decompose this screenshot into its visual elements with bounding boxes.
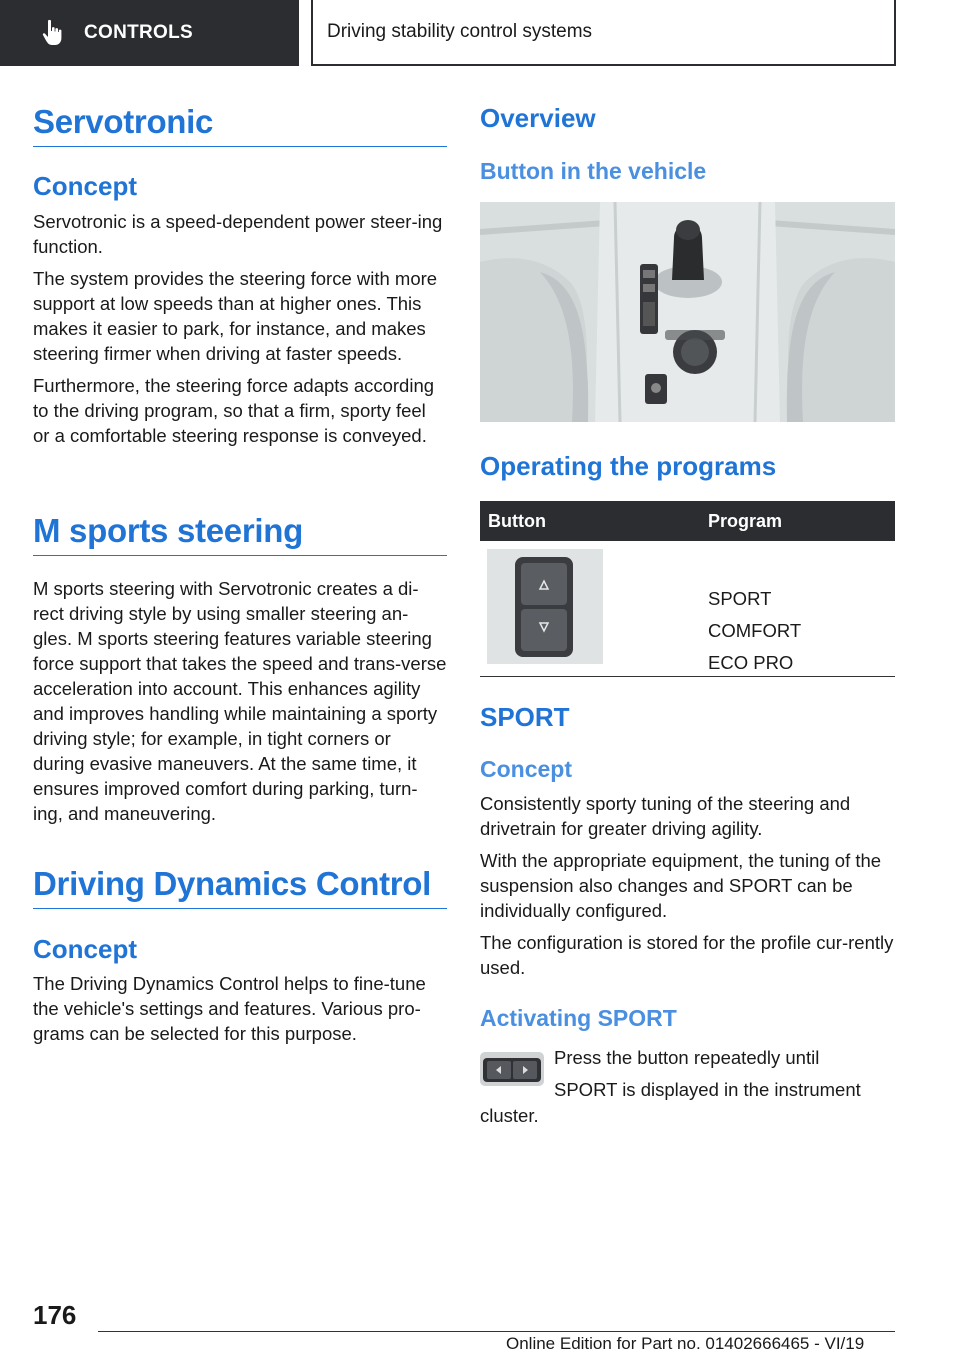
ddc-p1: The Driving Dynamics Control helps to fine-tune the vehicle's settings and features. Various pro‐grams can be selected for this purpose.	[33, 973, 426, 1044]
program-eco-pro: ECO PRO	[708, 652, 794, 673]
m-sports-body	[33, 576, 447, 826]
sport-heading: SPORT	[480, 702, 570, 732]
sport-concept-heading: Concept	[480, 756, 572, 782]
page-number: 176	[33, 1300, 77, 1330]
programs-table	[480, 501, 895, 677]
ddc-concept-heading: Concept	[33, 934, 137, 964]
sport-p1: Consistently sporty tuning of the steering and drivetrain for greater driving agility.	[480, 793, 851, 839]
m-sports-p1: M sports steering with Servotronic creates a di‐rect driving style by using smaller steering an‐gles. M sports steering features variable steering force support that takes the speed and trans‐verse acceleration into account. This enhances agility and improves handling while maintaining a sporty driving style; for example, in tight corners or during evasive maneuvers. At the same time, it ensures improved comfort during parking, turn‐ing, and maneuvering.	[33, 578, 447, 824]
program-switch-image	[487, 549, 603, 664]
servotronic-p3: Furthermore, the steering force adapts according to the driving program, so that a firm, sporty feel or a comfortable steering response is conveyed.	[33, 375, 435, 446]
center-console-image	[480, 202, 895, 422]
ddc-heading: Driving Dynamics Control	[33, 866, 447, 909]
footer-edition: Online Edition for Part no. 01402666465 - VI/19	[506, 1334, 865, 1353]
section-header	[311, 0, 896, 66]
m-sports-heading: M sports steering	[33, 513, 447, 556]
chapter-label: CONTROLS	[84, 22, 194, 43]
col-button-header: Button	[488, 510, 546, 531]
table-header	[480, 501, 895, 541]
servotronic-heading: Servotronic	[33, 104, 447, 147]
button-in-vehicle-heading: Button in the vehicle	[480, 158, 707, 184]
servotronic-concept-heading: Concept	[33, 171, 137, 201]
footer-divider	[98, 1331, 895, 1332]
program-comfort: COMFORT	[708, 620, 802, 641]
program-sport: SPORT	[708, 588, 772, 609]
activating-line3: cluster.	[480, 1105, 539, 1126]
table-row	[480, 541, 895, 677]
activating-line1: Press the button repeatedly until	[554, 1047, 820, 1068]
sport-button-image	[480, 1052, 544, 1086]
activating-line2: SPORT is displayed in the instrument	[554, 1079, 861, 1100]
ddc-body	[33, 971, 447, 1046]
sport-p3: The configuration is stored for the profile cur‐rently used.	[480, 932, 894, 978]
overview-heading: Overview	[480, 103, 596, 133]
servotronic-p1: Servotronic is a speed-dependent power steer‐ing function.	[33, 211, 443, 257]
chapter-tab	[0, 0, 299, 66]
sport-body	[480, 791, 898, 980]
section-title: Driving stability control systems	[327, 21, 593, 42]
operating-programs-heading: Operating the programs	[480, 451, 777, 481]
col-program-header: Program	[708, 510, 783, 531]
servotronic-body	[33, 209, 447, 448]
activating-sport-heading: Activating SPORT	[480, 1005, 677, 1031]
pointing-hand-icon	[42, 19, 64, 47]
sport-p2: With the appropriate equipment, the tuning of the suspension also changes and SPORT can be individually configured.	[480, 850, 882, 921]
servotronic-p2: The system provides the steering force with more support at low speeds than at higher ones. This makes it easier to park, for instance, and makes steering firmer when driving at faster speeds.	[33, 268, 438, 364]
